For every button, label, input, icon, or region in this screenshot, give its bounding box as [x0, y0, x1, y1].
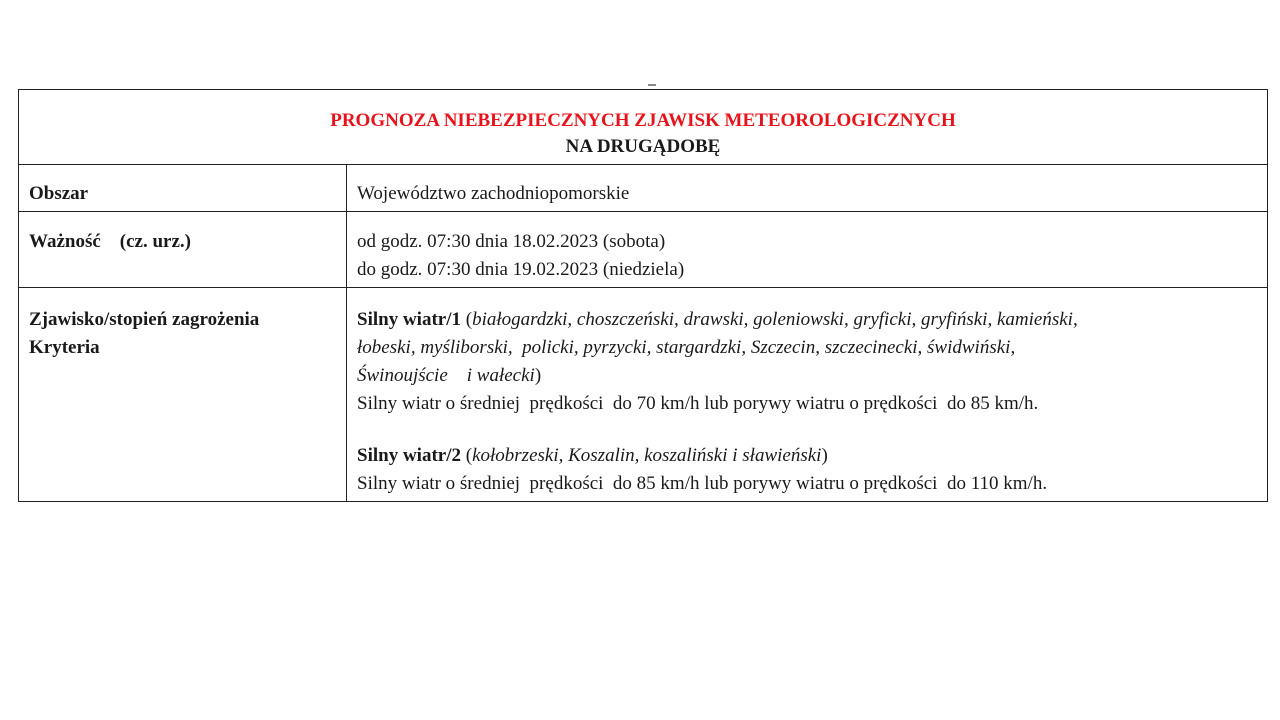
phenomenon-value [347, 288, 1268, 502]
warning-1-open-paren: ( [460, 309, 473, 330]
validity-to: do godz. 07:30 dnia 19.02.2023 (niedziela) [357, 259, 685, 280]
phenomenon-label-line2: Kryteria [29, 337, 100, 358]
forecast-table [18, 89, 1268, 502]
warning-2-close-paren: ) [821, 445, 828, 466]
warning-2-counties: kołobrzeski, Koszalin, koszaliński i sławieński [472, 445, 822, 466]
area-row [19, 165, 1268, 212]
title-row [19, 90, 1268, 165]
warning-1-criteria: Silny wiatr o średniej prędkości do 70 km/h lub porywy wiatru o prędkości do 85 km/h. [357, 393, 1039, 414]
warning-gap [357, 418, 1267, 442]
area-value: Województwo zachodniopomorskie [347, 165, 1268, 212]
document-title: PROGNOZA NIEBEZPIECZNYCH ZJAWISK METEOROLOGICZNYCH [330, 110, 956, 131]
validity-value [347, 212, 1268, 288]
warning-1 [357, 306, 1267, 418]
validity-from: od godz. 07:30 dnia 18.02.2023 (sobota) [357, 231, 666, 252]
warning-2-open-paren: ( [460, 445, 473, 466]
area-label: Obszar [19, 165, 347, 212]
validity-label: Ważność (cz. urz.) [19, 212, 347, 288]
warning-2-line1 [357, 442, 1267, 470]
phenomenon-label [19, 288, 347, 502]
warning-1-close-paren: ) [534, 365, 542, 386]
header-mark [648, 84, 656, 86]
warning-2-criteria: Silny wiatr o średniej prędkości do 85 km/h lub porywy wiatru o prędkości do 110 km/h. [357, 473, 1048, 494]
warning-1-counties-line2: łobeski, myśliborski, policki, pyrzycki, stargardzki, Szczecin, szczecinecki, świdwiński, [357, 337, 1016, 358]
warning-1-line3 [357, 362, 1267, 390]
document-subtitle: NA DRUGĄDOBĘ [565, 136, 721, 157]
validity-row [19, 212, 1268, 288]
warning-1-counties-line3: Świnoujście i wałecki [357, 365, 535, 386]
warning-2 [357, 442, 1267, 498]
phenomenon-row [19, 288, 1268, 502]
warning-1-line1 [357, 306, 1267, 334]
warning-1-title: Silny wiatr/1 [357, 309, 461, 330]
warning-2-title: Silny wiatr/2 [357, 445, 461, 466]
title-cell [19, 90, 1268, 165]
warning-1-counties-line1: białogardzki, choszczeński, drawski, goleniowski, gryficki, gryfiński, kamieński, [472, 309, 1078, 330]
phenomenon-label-line1: Zjawisko/stopień zagrożenia [29, 309, 260, 330]
